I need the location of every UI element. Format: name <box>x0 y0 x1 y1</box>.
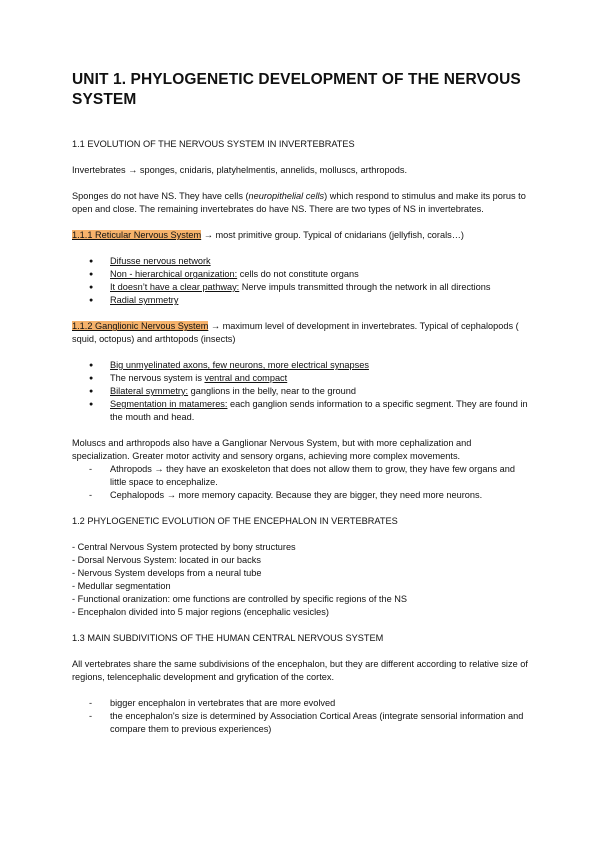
list-item <box>72 268 528 281</box>
document-page <box>72 70 528 749</box>
list-item <box>72 281 528 294</box>
line-item: - Dorsal Nervous System: located in our backs <box>72 555 261 565</box>
section-1-3-intro: All vertebrates share the same subdivisions of the encephalon, but they are different according to relative size of regions, telencephalic development and gryfication of the cortex. <box>72 659 528 682</box>
sponges-emphasis: neuropithelial cells <box>248 191 325 201</box>
list-item-text: The nervous system is <box>110 373 205 383</box>
list-item-underlined: It doesn’t have a clear pathway: <box>110 282 240 292</box>
ganglionic-list <box>72 359 528 424</box>
section-1-2-heading: 1.2 PHYLOGENETIC EVOLUTION OF THE ENCEPHALON IN VERTEBRATES <box>72 516 398 526</box>
list-item-text: each ganglion sends information to a specific segment. They are found in the mouth and head. <box>110 399 528 422</box>
section-1-2-lines <box>72 541 528 619</box>
list-item <box>72 294 528 307</box>
list-item-text: cells do not constitute organs <box>237 269 359 279</box>
line-item: - Functional oranization: ome functions are controlled by specific regions of the NS <box>72 594 408 604</box>
ganglionic-text: → maximum level of development in invertebrates. Typical of cephalopods ( squid, octopus) and arthtopods (insects) <box>72 321 519 344</box>
page-title: UNIT 1. PHYLOGENETIC DEVELOPMENT OF THE NERVOUS SYSTEM <box>72 71 521 108</box>
line-item: - Encephalon divided into 5 major regions (encephalic vesicles) <box>72 607 329 617</box>
section-1-1-heading: 1.1 EVOLUTION OF THE NERVOUS SYSTEM IN INVERTEBRATES <box>72 139 355 149</box>
sponges-text-b: ) which respond to stimulus and make its porus to open and close. The remaining invertebrates do have NS. There are two types of NS in invertebrates. <box>72 191 526 214</box>
list-item-text: Nerve impuls transmitted through the network in all directions <box>239 282 491 292</box>
molluscs-paragraph: Moluscs and arthropods also have a Ganglionar Nervous System, but with more cephalization and specialization. Greater motor activity and sensory organs, achieving more complex movements. <box>72 438 472 461</box>
line-item: - Nervous System develops from a neural tube <box>72 568 262 578</box>
list-item-underlined: Segmentation in matameres: <box>110 399 228 409</box>
list-item <box>72 372 528 385</box>
reticular-list <box>72 255 528 307</box>
list-item: - Cephalopods → more memory capacity. Because they are bigger, they need more neurons. <box>72 489 528 502</box>
list-item-underlined: Bilateral symmetry: <box>110 386 189 396</box>
list-item: - bigger encephalon in vertebrates that are more evolved <box>72 697 528 710</box>
ganglionic-highlight: 1.1.2 Ganglionic Nervous System <box>72 321 209 331</box>
section-1-3-list <box>72 697 528 736</box>
list-item-underlined: Radial symmetry <box>110 295 179 305</box>
molluscs-list <box>72 463 528 502</box>
ganglionic-paragraph <box>72 320 528 346</box>
list-item: - the encephalon's size is determined by Association Cortical Areas (integrate sensorial information and compare them to previous experiences) <box>72 710 528 736</box>
list-item-underlined: ventral and compact <box>204 373 288 383</box>
invertebrates-paragraph: Invertebrates → sponges, cnidaris, platyhelmentis, annelids, molluscs, arthropods. <box>72 165 407 175</box>
list-item-underlined: Non - hierarchical organization: <box>110 269 238 279</box>
list-item <box>72 255 528 268</box>
sponges-text-a: Sponges do not have NS. They have cells ( <box>72 191 249 201</box>
list-item-underlined: Big unmyelinated axons, few neurons, more electrical synapses <box>110 360 369 370</box>
list-item <box>72 398 528 424</box>
sponges-paragraph <box>72 190 528 216</box>
section-1-3-heading: 1.3 MAIN SUBDIVITIONS OF THE HUMAN CENTRAL NERVOUS SYSTEM <box>72 633 384 643</box>
line-item: - Medullar segmentation <box>72 581 171 591</box>
list-item-text: ganglions in the belly, near to the ground <box>188 386 356 396</box>
list-item-underlined: Difusse nervous network <box>110 256 211 266</box>
line-item: - Central Nervous System protected by bony structures <box>72 542 296 552</box>
reticular-paragraph <box>72 229 528 242</box>
reticular-text: → most primitive group. Typical of cnidarians (jellyfish, corals…) <box>201 230 464 240</box>
list-item <box>72 385 528 398</box>
list-item: - Athropods → they have an exoskeleton that does not allow them to grow, they have few organs and little space to encephalize. <box>72 463 528 489</box>
reticular-highlight: 1.1.1 Reticular Nervous System <box>72 230 202 240</box>
list-item <box>72 359 528 372</box>
